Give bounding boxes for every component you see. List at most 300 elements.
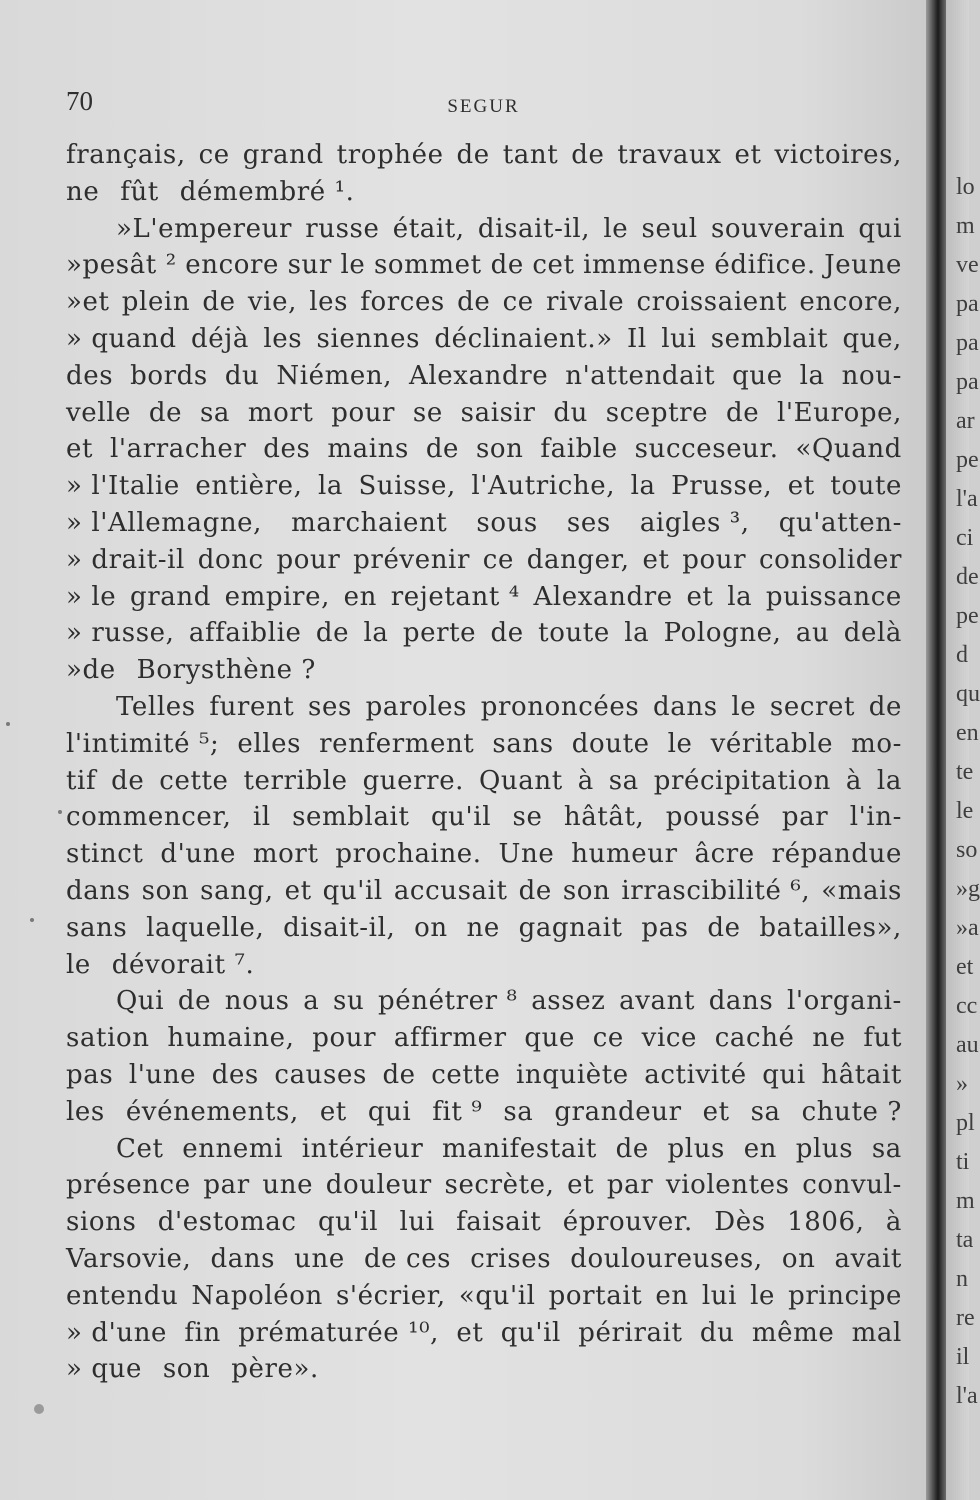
- text-line: [66, 1241, 902, 1278]
- word: fût: [120, 176, 159, 207]
- word: cette: [431, 1059, 501, 1090]
- word: intérieur: [301, 1133, 424, 1164]
- adjacent-page-fragment: l'a: [956, 1383, 978, 1409]
- word: qu'il: [317, 1207, 379, 1238]
- word: d'estomac: [157, 1207, 297, 1238]
- word: éprouver.: [562, 1207, 693, 1238]
- word: avait: [834, 1243, 902, 1274]
- word: que: [732, 360, 783, 391]
- word: Alexandre: [533, 581, 673, 612]
- word: de: [456, 140, 490, 170]
- word: Dès: [714, 1207, 766, 1238]
- word: ce: [592, 1023, 624, 1054]
- word: cette: [159, 765, 229, 796]
- word: le: [66, 949, 91, 980]
- text-line: [66, 579, 902, 616]
- word: ne: [66, 176, 100, 207]
- word: hâtait: [821, 1059, 902, 1090]
- word: mort: [247, 397, 314, 428]
- word: et: [734, 140, 762, 170]
- word: périrait: [578, 1317, 683, 1348]
- word: et: [66, 434, 94, 465]
- adjacent-page-fragment: et: [956, 954, 974, 980]
- word: la: [624, 618, 650, 649]
- text-line: [66, 468, 902, 505]
- word: le: [340, 250, 366, 281]
- word: Varsovie,: [66, 1243, 192, 1274]
- word: humaine,: [167, 1023, 295, 1054]
- word: pour: [276, 544, 341, 575]
- word: encore: [185, 250, 280, 281]
- word: 1806,: [787, 1207, 865, 1238]
- word: même: [751, 1317, 835, 1348]
- word: édifice.: [714, 250, 816, 281]
- text-line: [66, 542, 902, 579]
- word: entière,: [195, 471, 303, 502]
- word: causes: [274, 1059, 367, 1090]
- word: ses: [308, 691, 352, 722]
- word: toute: [538, 618, 610, 649]
- word: de: [457, 287, 491, 318]
- text-line: [66, 689, 902, 726]
- word: mal: [851, 1317, 902, 1348]
- word: Quant: [478, 765, 563, 796]
- text-line: [66, 211, 902, 248]
- adjacent-page-fragment: lo: [956, 174, 975, 200]
- word: paroles: [365, 691, 468, 722]
- adjacent-page-fragment: »a: [956, 915, 979, 941]
- word: lui: [701, 1280, 737, 1311]
- word: nou-: [841, 360, 902, 391]
- word: su: [333, 986, 365, 1017]
- word: Jeune: [824, 250, 902, 281]
- word: une: [262, 1170, 314, 1201]
- word: sa: [750, 1096, 781, 1127]
- word: assez: [531, 986, 606, 1017]
- word: faisait: [456, 1207, 542, 1238]
- word: semblait: [292, 802, 410, 833]
- word: portait: [548, 1280, 643, 1311]
- text-line: [66, 1351, 902, 1388]
- word: principe: [788, 1280, 902, 1311]
- print-speck: [34, 1404, 44, 1414]
- adjacent-page-fragment: »: [956, 1071, 968, 1097]
- word: prévenir: [353, 544, 470, 575]
- word: crises: [470, 1243, 552, 1274]
- word: qui: [367, 1096, 412, 1127]
- word: succeseur.: [634, 434, 779, 465]
- word: dans: [66, 875, 131, 906]
- adjacent-page-fragment: pa: [956, 330, 979, 356]
- word: pas: [641, 912, 689, 943]
- word: sceptre: [605, 397, 709, 428]
- word: le: [750, 1280, 775, 1311]
- word: de: [707, 912, 741, 943]
- word: » d'une: [66, 1317, 168, 1348]
- word: démembré ¹.: [179, 176, 355, 207]
- word: et: [319, 1096, 347, 1127]
- book-gutter: [926, 0, 946, 1500]
- word: grand: [242, 140, 324, 170]
- word: s'écrier,: [335, 1280, 446, 1311]
- word: plus: [795, 1133, 854, 1164]
- word: plein: [121, 287, 191, 318]
- adjacent-page-fragment: ar: [956, 408, 975, 434]
- word: commencer,: [66, 802, 232, 833]
- text-line: [66, 1020, 902, 1057]
- adjacent-page-fragment: qu: [956, 681, 980, 707]
- word: dévorait ⁷.: [111, 949, 255, 980]
- text-line: [66, 983, 902, 1020]
- word: sation: [66, 1023, 150, 1054]
- word: aigles ³,: [639, 507, 750, 538]
- word: Suisse,: [358, 471, 456, 502]
- word: convul-: [802, 1170, 902, 1201]
- word: son: [162, 1354, 211, 1385]
- text-line: [66, 947, 902, 984]
- word: déjà: [191, 323, 249, 354]
- adjacent-page-fragment: d: [956, 642, 968, 668]
- word: et: [642, 544, 670, 575]
- word: prononcées: [480, 691, 640, 722]
- word: guerre.: [362, 765, 465, 796]
- word: les: [309, 287, 349, 318]
- word: «mais: [821, 875, 902, 906]
- word: activité: [644, 1059, 747, 1090]
- word: »L'empereur: [116, 213, 292, 244]
- word: il: [252, 802, 271, 833]
- text-line: [66, 615, 902, 652]
- word: fit ⁹: [432, 1096, 483, 1127]
- word: gagnait: [518, 912, 623, 943]
- word: doute: [571, 728, 650, 759]
- running-head: [66, 86, 901, 122]
- word: secret: [769, 691, 856, 722]
- adjacent-page-fragment: ci: [956, 525, 974, 551]
- word: sa: [199, 397, 230, 428]
- word: travaux: [617, 140, 722, 170]
- word: mort: [252, 839, 319, 870]
- text-line: [66, 505, 902, 542]
- word: et: [787, 471, 815, 502]
- word: croissaient: [636, 287, 788, 318]
- word: sions: [66, 1207, 137, 1238]
- word: toute: [830, 471, 902, 502]
- word: pas: [66, 1059, 114, 1090]
- word: a: [303, 986, 320, 1017]
- word: » l'Allemagne,: [66, 507, 263, 538]
- word: nous: [224, 986, 290, 1017]
- word: rejetant ⁴: [390, 581, 520, 612]
- word: » l'Italie: [66, 471, 180, 502]
- word: douloureuses,: [570, 1243, 763, 1274]
- word: victoires,: [774, 140, 902, 170]
- word: forces: [360, 287, 445, 318]
- adjacent-page-fragment: pl: [956, 1110, 975, 1136]
- word: renferment: [319, 728, 475, 759]
- word: russe: [305, 213, 380, 244]
- adjacent-page-fragment: ta: [956, 1227, 974, 1253]
- word: «qu'il: [458, 1280, 536, 1311]
- word: une: [294, 1243, 345, 1274]
- word: Une: [498, 839, 555, 870]
- word: faible: [540, 434, 618, 465]
- word: disait-il,: [283, 912, 396, 943]
- word: son: [475, 434, 524, 465]
- word: la: [363, 618, 389, 649]
- word: sous: [476, 507, 538, 538]
- word: dans: [210, 1243, 276, 1274]
- word: des: [66, 360, 114, 391]
- word: «Quand: [795, 434, 902, 465]
- word: la: [799, 360, 825, 391]
- word: bords: [130, 360, 208, 391]
- word: l'intimité ⁵;: [66, 728, 220, 759]
- word: on: [781, 1243, 816, 1274]
- print-speck: [58, 810, 62, 814]
- word: plus: [667, 1133, 725, 1164]
- word: en: [343, 581, 377, 612]
- word: Il: [627, 323, 647, 354]
- word: par: [203, 1170, 250, 1201]
- word: le: [603, 213, 629, 244]
- word: seul: [641, 213, 698, 244]
- word: pour: [312, 1023, 377, 1054]
- word: du: [224, 360, 260, 391]
- text-line: [66, 1167, 902, 1204]
- text-line: [66, 358, 902, 395]
- word: avant: [619, 986, 696, 1017]
- word: qu'atten-: [778, 507, 902, 538]
- word: vie,: [247, 287, 297, 318]
- text-line: [66, 247, 902, 284]
- word: de: [111, 765, 145, 796]
- word: on: [414, 912, 448, 943]
- word: stinct: [66, 839, 144, 870]
- adjacent-page-fragment: pe: [956, 603, 979, 629]
- word: caché: [714, 1023, 795, 1054]
- word: pénétrer ⁸: [378, 986, 518, 1017]
- word: Telles: [116, 691, 196, 722]
- text-line: [66, 799, 902, 836]
- adjacent-page-fragment: l'a: [956, 486, 978, 512]
- word: qui: [858, 213, 902, 244]
- word: immense: [583, 250, 706, 281]
- word: l'Europe,: [777, 397, 902, 428]
- word: Niémen,: [276, 360, 393, 391]
- word: »et: [66, 287, 110, 318]
- word: sa: [503, 1096, 534, 1127]
- adjacent-page-fragment: pe: [956, 447, 979, 473]
- word: français,: [66, 140, 186, 170]
- text-line: [66, 1094, 902, 1131]
- word: Napoléon: [191, 1280, 323, 1311]
- text-line: [66, 910, 902, 947]
- word: de: [868, 691, 902, 722]
- word: de: [518, 875, 552, 906]
- word: souverain: [710, 213, 846, 244]
- word: le: [731, 691, 757, 722]
- word: et: [456, 1317, 484, 1348]
- running-title: SEGUR: [447, 96, 520, 117]
- word: furent: [209, 691, 295, 722]
- word: n'attendait: [565, 360, 716, 391]
- word: ne: [812, 1023, 846, 1054]
- word: » drait-il: [66, 544, 185, 575]
- word: sang,: [200, 875, 274, 906]
- word: et: [284, 875, 312, 906]
- word: »pesât ²: [66, 250, 177, 281]
- word: pour: [682, 544, 747, 575]
- word: au: [795, 618, 830, 649]
- text-line: [66, 1278, 902, 1315]
- word: père».: [231, 1354, 319, 1385]
- word: sans: [492, 728, 554, 759]
- word: Qui: [116, 986, 165, 1017]
- word: rivale: [545, 287, 625, 318]
- word: elles: [237, 728, 302, 759]
- word: à: [577, 765, 594, 796]
- word: inquiète: [515, 1059, 629, 1090]
- word: en: [743, 1133, 778, 1164]
- word: âcre: [694, 839, 755, 870]
- text-line: [66, 174, 902, 211]
- word: » russe,: [66, 618, 175, 649]
- adjacent-page-fragment: au: [956, 1032, 979, 1058]
- word: sommet de: [373, 250, 524, 281]
- word: » que: [66, 1354, 142, 1385]
- word: et: [686, 581, 714, 612]
- word: Cet: [116, 1133, 164, 1164]
- word: fut: [863, 1023, 902, 1054]
- word: delà: [843, 618, 902, 649]
- word: » quand: [66, 323, 177, 354]
- word: présence: [66, 1170, 191, 1201]
- word: des: [263, 434, 311, 465]
- word: était,: [392, 213, 465, 244]
- word: se: [512, 802, 543, 833]
- word: grand: [129, 581, 211, 612]
- word: danger,: [526, 544, 630, 575]
- word: fin: [184, 1317, 221, 1348]
- word: tif: [66, 765, 97, 796]
- print-speck: [30, 918, 34, 922]
- word: consolider: [758, 544, 902, 575]
- word: qu'il: [500, 1317, 561, 1348]
- word: lui: [399, 1207, 435, 1238]
- word: de: [148, 397, 183, 428]
- body-text: [66, 137, 902, 1388]
- word: Prusse,: [671, 471, 773, 502]
- word: chute ?: [801, 1096, 902, 1127]
- text-line: [66, 321, 902, 358]
- word: batailles»,: [759, 912, 902, 943]
- text-line: [66, 137, 902, 174]
- adjacent-page-fragment: en: [956, 720, 979, 746]
- word: velle: [66, 397, 132, 428]
- word: manifestait: [442, 1133, 597, 1164]
- word: grandeur: [554, 1096, 682, 1127]
- word: sans: [66, 912, 128, 943]
- word: laquelle,: [146, 912, 265, 943]
- word: événements,: [125, 1096, 299, 1127]
- word: puissance: [765, 581, 902, 612]
- text-line: [66, 431, 902, 468]
- word: marchaient: [291, 507, 448, 538]
- print-speck: [6, 722, 10, 726]
- word: qu'il: [430, 802, 492, 833]
- word: encore,: [799, 287, 902, 318]
- word: sur: [287, 250, 332, 281]
- word: empire,: [224, 581, 330, 612]
- word: ennemi: [182, 1133, 284, 1164]
- word: tant: [502, 140, 559, 170]
- page-number: 70: [66, 86, 93, 116]
- word: que: [524, 1023, 575, 1054]
- word: par: [606, 1170, 654, 1201]
- text-line: [66, 836, 902, 873]
- adjacent-page-fragment: ti: [956, 1149, 970, 1175]
- word: semblait: [710, 323, 829, 354]
- text-line: [66, 395, 902, 432]
- text-line: [66, 652, 902, 689]
- word: violentes: [665, 1170, 790, 1201]
- adjacent-page-fragment: pa: [956, 369, 979, 395]
- word: de ces: [363, 1243, 452, 1274]
- word: saisir: [460, 397, 536, 428]
- word: d'une: [160, 839, 237, 870]
- text-line: [66, 1204, 902, 1241]
- word: sa: [871, 1133, 902, 1164]
- word: de: [425, 434, 460, 465]
- text-line: [66, 763, 902, 800]
- word: donc: [197, 544, 264, 575]
- word: dans: [653, 691, 718, 722]
- text-line: [66, 1315, 902, 1352]
- word: véritable: [710, 728, 834, 759]
- word: par: [781, 802, 829, 833]
- word: humeur: [571, 839, 678, 870]
- word: perte: [402, 618, 477, 649]
- word: l'organi-: [786, 986, 902, 1017]
- word: ce: [198, 140, 230, 170]
- word: à: [885, 1207, 902, 1238]
- word: » le: [66, 581, 117, 612]
- word: l'arracher: [109, 434, 247, 465]
- adjacent-page-fragment: il: [956, 1344, 970, 1370]
- adjacent-page-fragment: m: [956, 1188, 975, 1214]
- word: de: [725, 397, 760, 428]
- adjacent-page-fragment: cc: [956, 993, 978, 1019]
- word: irrascibilité ⁶,: [621, 875, 811, 906]
- word: accusait: [393, 875, 508, 906]
- word: affirmer: [393, 1023, 507, 1054]
- word: entendu: [66, 1280, 179, 1311]
- word: disait-il,: [477, 213, 591, 244]
- word: déclinaient.»: [434, 323, 613, 354]
- word: Alexandre: [409, 360, 549, 391]
- adjacent-page-fragment: ve: [956, 252, 979, 278]
- word: répandue: [771, 839, 902, 870]
- word: mains: [327, 434, 409, 465]
- word: que,: [842, 323, 902, 354]
- word: trophée: [336, 140, 444, 170]
- word: l'in-: [849, 802, 902, 833]
- word: la: [630, 471, 656, 502]
- word: hâtât,: [563, 802, 645, 833]
- text-line: [66, 873, 902, 910]
- adjacent-page-fragment: »g: [956, 876, 980, 902]
